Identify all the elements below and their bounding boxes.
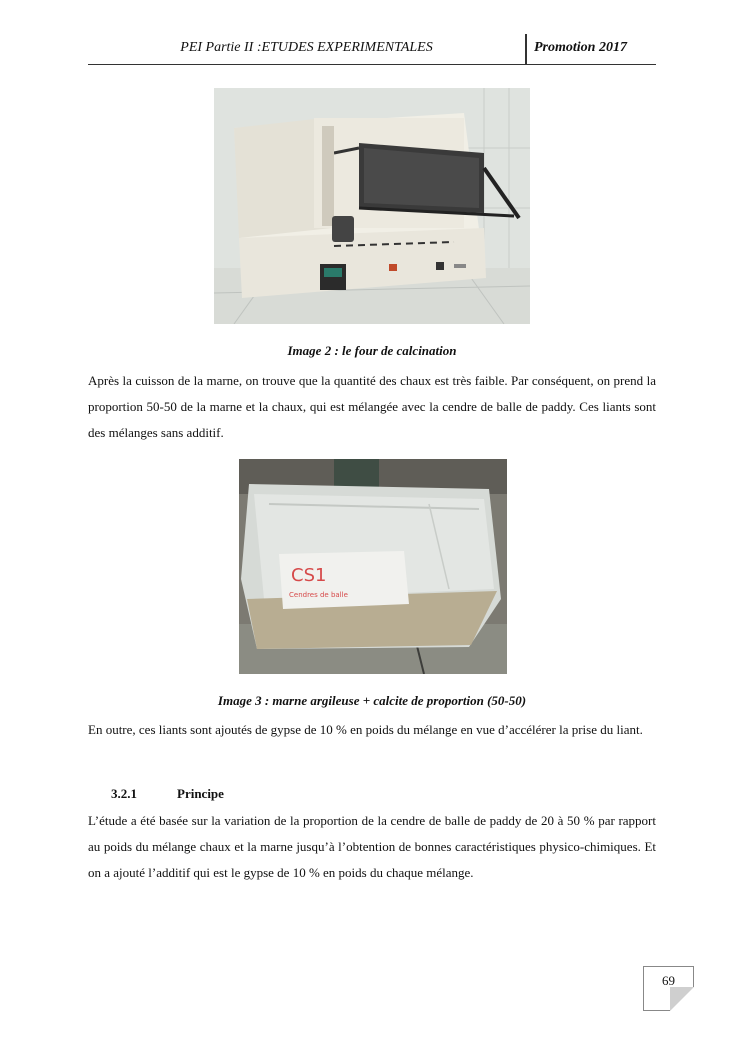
paragraph: L’étude a été basée sur la variation de la proportion de la cendre de balle de paddy de 20 à 50 % par rapport au poids du mélange chaux et la marne jusqu’à l’obtention de bonnes caractéristiques physico-chimiques. Et on a ajouté l’additif qui est le gypse de 10 % en poids du chaque mélange. bbox=[88, 813, 656, 880]
page-number: 69 bbox=[662, 973, 675, 988]
page-header bbox=[88, 34, 656, 65]
bag-sublabel-text: Cendres de balle bbox=[289, 591, 348, 599]
paragraph: Après la cuisson de la marne, on trouve que la quantité des chaux est très faible. Par conséquent, on prend la proportion 50-50 de la marne et la chaux, qui est mélangée avec la cendre de balle de paddy. Ces liants sont des mélanges sans additif. bbox=[88, 373, 656, 440]
bag-label-text: CS1 bbox=[291, 565, 327, 586]
section-title: Principe bbox=[177, 786, 224, 801]
section-heading bbox=[111, 786, 224, 802]
figure-caption: Image 3 : marne argileuse + calcite de proportion (50-50) bbox=[217, 693, 527, 708]
section-number: 3.2.1 bbox=[111, 786, 137, 801]
header-separator bbox=[525, 34, 527, 64]
figure-caption: Image 2 : le four de calcination bbox=[287, 343, 457, 358]
paragraph: En outre, ces liants sont ajoutés de gypse de 10 % en poids du mélange en vue d’accélérer la prise du liant. bbox=[88, 722, 643, 737]
page-number-box bbox=[643, 966, 694, 1011]
header-promotion: Promotion 2017 bbox=[534, 40, 627, 55]
header-title: PEI Partie II :ETUDES EXPERIMENTALES bbox=[180, 40, 433, 55]
sample-bag-photo bbox=[239, 459, 507, 674]
furnace-photo bbox=[214, 88, 530, 324]
page-corner-fold bbox=[670, 987, 694, 1011]
